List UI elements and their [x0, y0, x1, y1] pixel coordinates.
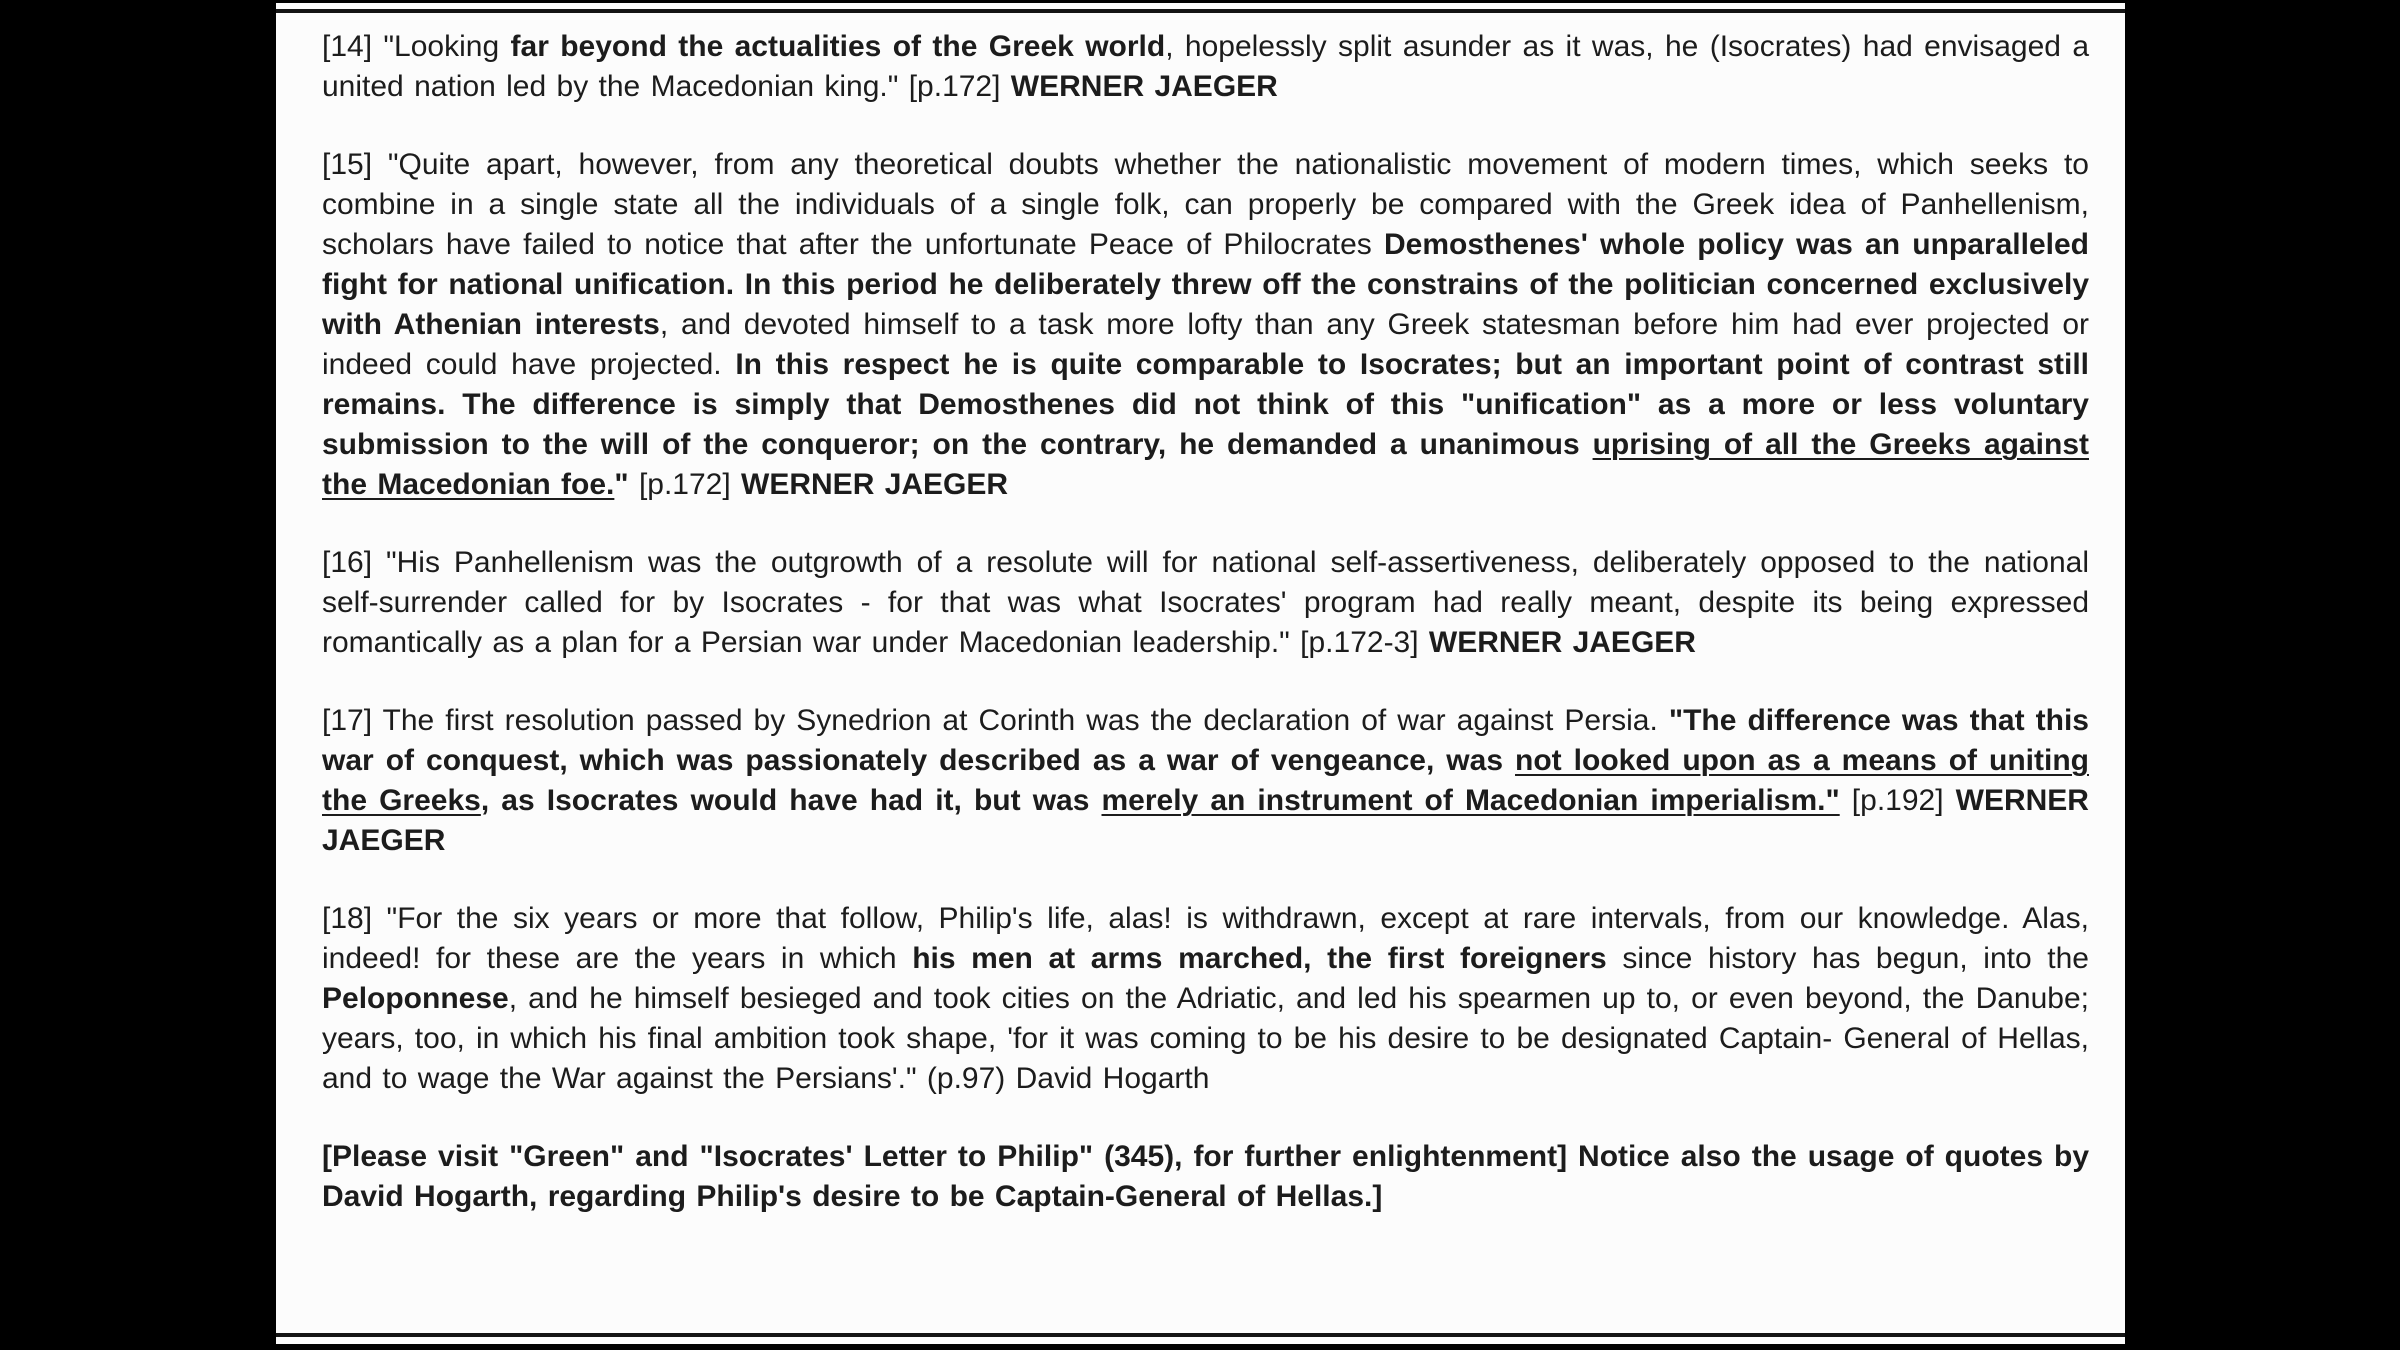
text-run: his men at arms marched, the first foreigners	[912, 942, 1607, 975]
text-run: Peloponnese	[322, 982, 509, 1015]
text-run: not looked upon as a means of uniting the Greeks	[322, 744, 2089, 817]
text-run: "	[614, 468, 629, 501]
paragraph-note-16	[322, 543, 2089, 663]
text-run: WERNER JAEGER	[1428, 626, 1696, 659]
text-run: merely an instrument of Macedonian imperialism."	[1101, 784, 1840, 817]
text-run: [p.172]	[628, 468, 742, 501]
text-run: [Please visit "Green" and "Isocrates' Letter to Philip" (345), for further enlightenment] Notice also the usage of quotes by David Hogarth, regarding Philip's desire to be Captain-General of Hellas.]	[322, 1140, 2089, 1213]
text-run: since history has begun, into the	[1606, 942, 2089, 975]
text-run: WERNER JAEGER	[741, 468, 1009, 501]
page-top-rule	[276, 9, 2125, 13]
text-run: [p.192]	[1839, 784, 1956, 817]
text-run: , hopelessly split asunder as it was, he (Isocrates) had envisaged a united nation led by the Macedonian king." [p.172]	[322, 30, 2089, 103]
text-run: WERNER JAEGER	[322, 784, 2089, 857]
document-content	[322, 27, 2089, 1217]
paragraph-note-15	[322, 145, 2089, 505]
text-run: "The difference was that this war of conquest, which was passionately described as a war of vengeance, was	[322, 704, 2089, 777]
text-run: uprising of all the Greeks against the Macedonian foe.	[322, 428, 2089, 501]
text-run: [15] "Quite apart, however, from any theoretical doubts whether the nationalistic movement of modern times, which seeks to combine in a single state all the individuals of a single folk, can properly be compared with the Greek idea of Panhellenism, scholars have failed to notice that after the unfortunate Peace of Philocrates	[322, 148, 2089, 261]
text-run: WERNER JAEGER	[1010, 70, 1278, 103]
paragraph-note-14	[322, 27, 2089, 107]
paragraph-closing-note	[322, 1137, 2089, 1217]
text-run: [18] "For the six years or more that follow, Philip's life, alas! is withdrawn, except at rare intervals, from our knowledge. Alas, indeed! for these are the years in which	[322, 902, 2089, 975]
text-run: Demosthenes' whole policy was an unparalleled fight for national unification. In this period he deliberately threw off the constrains of the politician concerned exclusively with Athenian interests	[322, 228, 2089, 341]
page-bottom-rule	[276, 1333, 2125, 1337]
text-run: , and devoted himself to a task more lofty than any Greek statesman before him had ever projected or indeed could have projected.	[322, 308, 2089, 381]
document-page	[276, 3, 2125, 1344]
text-run: , and he himself besieged and took cities on the Adriatic, and led his spearmen up to, or even beyond, the Danube; years, too, in which his final ambition took shape, 'for it was coming to be his desire to be designated Captain- General of Hellas, and to wage the War against the Persians'." (p.97) David Hogarth	[322, 982, 2089, 1095]
text-run: In this respect he is quite comparable to Isocrates; but an important point of contrast still remains. The difference is simply that Demosthenes did not think of this "unification" as a more or less voluntary submission to the will of the conqueror; on the contrary, he demanded a unanimous	[322, 348, 2089, 461]
text-run: [16] "His Panhellenism was the outgrowth of a resolute will for national self-assertiveness, deliberately opposed to the national self-surrender called for by Isocrates - for that was what Isocrates' program had really meant, despite its being expressed romantically as a plan for a Persian war under Macedonian leadership." [p.172-3]	[322, 546, 2089, 659]
text-run: far beyond the actualities of the Greek world	[510, 30, 1166, 63]
paragraph-note-17	[322, 701, 2089, 861]
text-run: [17] The first resolution passed by Synedrion at Corinth was the declaration of war against Persia.	[322, 704, 1669, 737]
text-run: , as Isocrates would have had it, but was	[480, 784, 1102, 817]
text-run: [14] "Looking	[322, 30, 511, 63]
paragraph-note-18	[322, 899, 2089, 1099]
